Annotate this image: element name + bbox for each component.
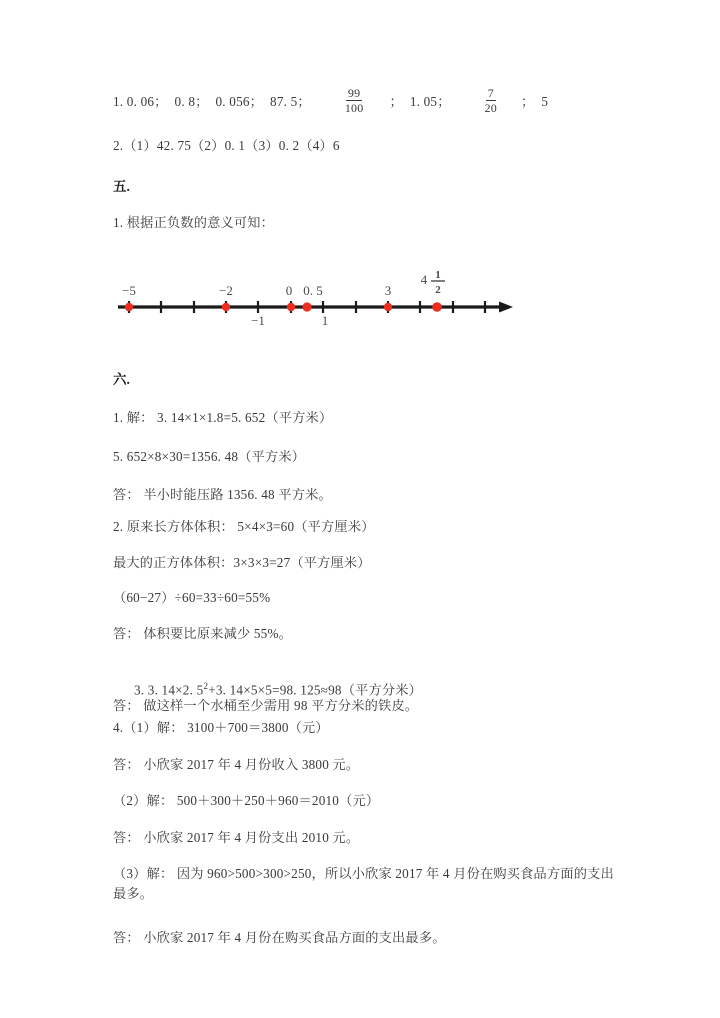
six-after-line-4: （2）解： 500＋300＋250＋960＝2010（元） xyxy=(113,793,380,808)
answer-item-1-prefix: 1. 0. 06； 0. 8； 0. 056； 87. 5； xyxy=(113,93,311,109)
fraction-7-20 xyxy=(483,87,499,114)
number-line-arrowhead xyxy=(499,302,513,313)
label-1: 1 xyxy=(321,313,329,328)
six-after-line-1: 答： 做这样一个水桶至少需用 98 平方分米的铁皮。 xyxy=(113,698,419,713)
label-3: 3 xyxy=(384,283,392,298)
superscript-exponent: 2 xyxy=(203,680,209,691)
label--1: −1 xyxy=(251,313,265,328)
fraction-denominator: 100 xyxy=(344,101,364,115)
fraction-numerator: 99 xyxy=(347,86,361,100)
label--2: −2 xyxy=(219,283,233,298)
label-0: 0 xyxy=(285,283,293,298)
section-heading-six: 六. xyxy=(113,372,130,387)
six-line-6: （60−27）÷60=33÷60=55% xyxy=(113,590,271,605)
point-0-5 xyxy=(302,302,311,311)
six-line-4: 2. 原来长方体体积： 5×4×3=60（平方厘米） xyxy=(113,519,375,534)
six-line-5: 最大的正方体体积：3×3×3=27（平方厘米） xyxy=(113,555,371,570)
answer-item-1-tail: ； 5 xyxy=(521,93,549,109)
mixed-denominator: 2 xyxy=(435,284,441,296)
label--5: −5 xyxy=(122,283,136,298)
six-after-line-3: 答： 小欣家 2017 年 4 月份收入 3800 元。 xyxy=(113,757,360,772)
superscript-line-after: +3. 14×5×5=98. 125≈98（平方分米） xyxy=(208,682,423,698)
section-five-item-1: 1. 根据正负数的意义可知： xyxy=(113,215,275,230)
six-paragraph-3: （3）解： 因为 960>500>300>250，所以小欣家 2017 年 4 月份在购买食品方面的支出最多。 xyxy=(113,866,614,902)
fraction-numerator: 7 xyxy=(487,86,494,100)
number-line-labels-below xyxy=(251,313,328,328)
point-0 xyxy=(287,303,295,311)
point-4-and-half xyxy=(432,302,442,312)
answer-item-2: 2.（1）42. 75（2）0. 1（3）0. 2（4）6 xyxy=(113,138,340,153)
fraction-denominator: 20 xyxy=(484,101,497,115)
section-heading-five: 五. xyxy=(113,179,130,194)
number-line-figure xyxy=(113,248,613,338)
point-3 xyxy=(384,303,392,311)
six-line-1: 1. 解： 3. 14×1×1.8=5. 652（平方米） xyxy=(113,410,333,425)
point--2 xyxy=(222,303,230,311)
six-line-7: 答： 体积要比原来减少 55%。 xyxy=(113,626,293,641)
fraction-99-100 xyxy=(343,87,366,114)
label-mixed-4-and-half xyxy=(421,269,445,296)
six-final-answer: 答： 小欣家 2017 年 4 月份在购买食品方面的支出最多。 xyxy=(113,930,446,945)
six-after-line-2: 4.（1）解： 3100＋700＝3800（元） xyxy=(113,720,329,735)
label-0-5: 0. 5 xyxy=(303,283,323,298)
number-line-svg xyxy=(113,248,533,338)
point--5 xyxy=(125,303,133,311)
answer-item-1-mid: ； 1. 05； xyxy=(389,93,451,109)
mixed-whole: 4 xyxy=(420,272,428,287)
superscript-line-before: 3. 3. 14×2. 5 xyxy=(133,682,204,698)
six-line-3: 答： 半小时能压路 1356. 48 平方米。 xyxy=(113,487,332,502)
six-line-2: 5. 652×8×30=1356. 48（平方米） xyxy=(113,449,306,464)
answer-item-1 xyxy=(113,88,613,115)
six-after-line-5: 答： 小欣家 2017 年 4 月份支出 2010 元。 xyxy=(113,830,360,845)
number-line-labels-above xyxy=(122,283,391,298)
mixed-numerator: 1 xyxy=(435,269,441,281)
